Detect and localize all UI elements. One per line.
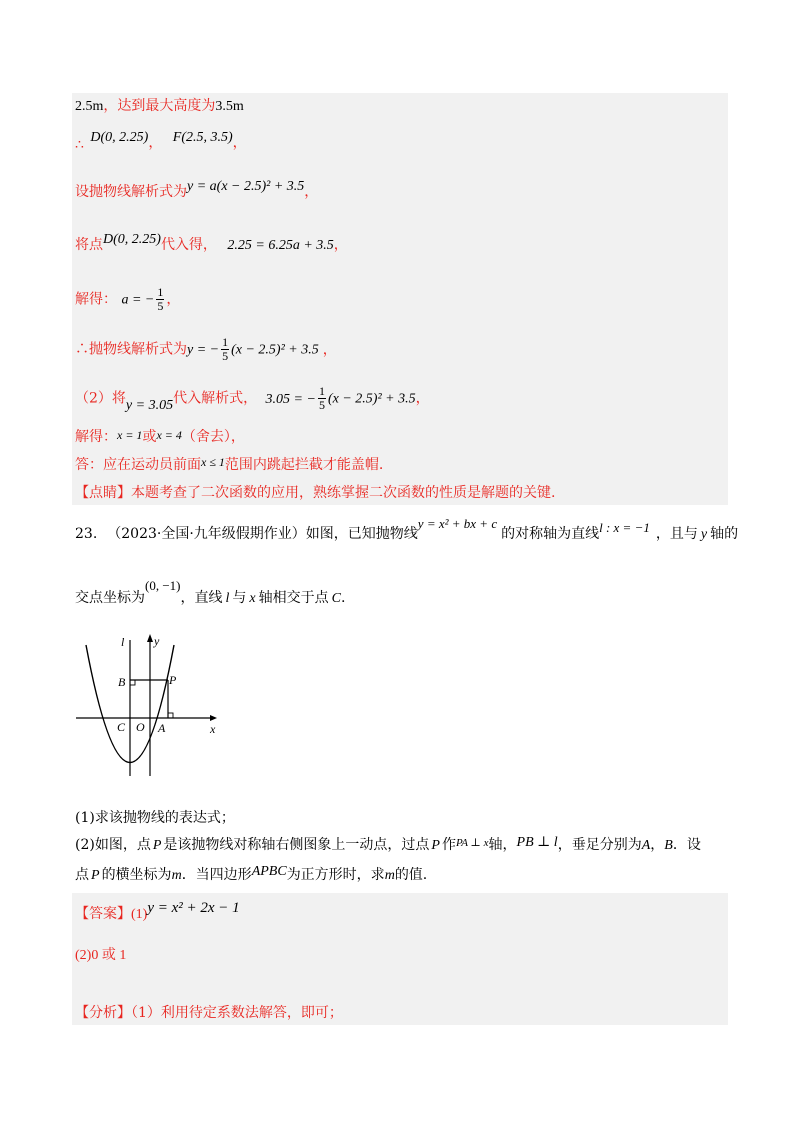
parabola-general-form: y = a(x − 2.5)² + 3.5 <box>187 179 305 194</box>
fraction-numerator: 1 <box>222 335 229 349</box>
axis-line-expression: l : x = −1 <box>599 520 650 535</box>
substitute-text: 代入解析式， <box>173 390 258 407</box>
therefore-symbol: ∴ <box>75 137 84 153</box>
q2-text: (2)如图，点 <box>75 837 151 853</box>
problem-text: ，直线 <box>180 590 223 606</box>
parabola-expression: y = x² + bx + c <box>417 516 498 531</box>
problem-text: 的对称轴为直线 <box>501 526 600 542</box>
C-variable: C <box>331 591 341 606</box>
label-P: P <box>169 673 177 687</box>
quadrilateral-APBC: APBC <box>251 864 287 879</box>
solution-line-10 <box>75 484 555 502</box>
line-end: ， <box>322 341 337 358</box>
x-solution-2: x = 4 <box>156 428 182 442</box>
problem-line-2 <box>75 578 346 608</box>
solution-line-7 <box>75 385 430 412</box>
answer-2: (2)0 或 1 <box>75 948 127 963</box>
analysis-tag: 【分析】 <box>75 1005 131 1021</box>
x-axis-arrow <box>210 715 217 721</box>
substitution-equation: 2.25 = 6.25a + 3.5 <box>227 238 334 253</box>
q2-text: ．当四边形 <box>181 867 252 883</box>
line-end: ， <box>304 184 319 200</box>
equation-lhs: 3.05 = − <box>265 391 316 407</box>
q2-text: 点 <box>75 867 89 883</box>
q2-text: ， <box>650 837 665 853</box>
line-end: ， <box>232 135 247 151</box>
fraction-denominator: 5 <box>157 299 164 313</box>
problem-text: 轴相交于点 <box>258 590 329 606</box>
var-m: m <box>171 868 182 883</box>
part-2-text: （2）将 <box>75 390 126 407</box>
label-A: A <box>158 721 166 735</box>
var-A: A <box>641 838 651 853</box>
var-P: P <box>152 838 162 853</box>
PA-perp-x: PA ⊥ x <box>455 837 489 849</box>
problem-source-text: （2023·全国·九年级假期作业）如图，已知抛物线 <box>107 526 418 542</box>
question-1 <box>75 809 235 827</box>
line-end: ， <box>415 390 430 407</box>
answer-line-2 <box>75 946 126 965</box>
discard-text: （舍去）， <box>181 429 245 445</box>
max-height-text: ，达到最大高度为 <box>103 98 216 114</box>
label-B: B <box>118 675 126 689</box>
solution-line-1 <box>75 97 244 116</box>
comment-text: 本题考查了二次函数的应用，熟练掌握二次函数的性质是解题的关键. <box>131 485 556 501</box>
max-height-value: 3.5m <box>215 99 244 114</box>
fraction-denominator: 5 <box>318 398 325 412</box>
answer-line-1 <box>75 900 240 924</box>
var-P: P <box>91 868 100 883</box>
label-y: y <box>154 634 160 648</box>
label-x: x <box>210 722 216 736</box>
fraction-denominator: 5 <box>222 349 229 363</box>
q2-text: ，垂足分别为 <box>557 837 642 853</box>
label-O: O <box>136 720 145 734</box>
fraction-one-fifth <box>221 336 229 363</box>
solve-text: 解得： <box>75 291 117 308</box>
x-solution-1: x = 1 <box>117 428 143 442</box>
equation-rhs: (x − 2.5)² + 3.5 <box>327 391 416 407</box>
parabola-result-text: ∴抛物线解析式为 <box>75 341 187 358</box>
right-angle-A <box>168 713 173 718</box>
solution-line-6 <box>75 336 337 363</box>
answer-1-formula: y = x² + 2x − 1 <box>147 900 240 916</box>
y-variable: y <box>700 527 708 542</box>
label-C: C <box>117 720 126 734</box>
y-value: y = 3.05 <box>125 397 174 413</box>
var-P: P <box>431 838 440 853</box>
question-2-line-1 <box>75 836 701 855</box>
answer-1-prefix: (1) <box>131 907 148 922</box>
solution-line-8 <box>75 428 245 446</box>
fraction-one-fifth <box>156 286 164 313</box>
answer-text-end: 范围内跳起拦截才能盖帽. <box>224 457 384 473</box>
fraction-one-fifth <box>318 385 326 412</box>
q2-text: 是该抛物线对称轴右侧图象上一动点，过点 <box>163 837 430 853</box>
analysis-text: （1）利用待定系数法解答，即可； <box>131 1005 343 1021</box>
separator: ， <box>148 135 163 151</box>
y-axis-arrow <box>147 634 153 642</box>
var-B: B <box>664 838 673 853</box>
solution-line-3 <box>75 179 319 202</box>
question-2-line-2 <box>75 866 427 885</box>
q2-text: 的值. <box>394 867 428 883</box>
fraction-numerator: 1 <box>318 384 325 398</box>
solution-line-9 <box>75 456 383 474</box>
substitute-text: 将点 <box>75 237 103 253</box>
problem-number: 23. <box>75 526 98 542</box>
q2-text: 作 <box>441 837 456 853</box>
q2-text: 为正方形时，求 <box>286 867 385 883</box>
solution-line-2 <box>75 128 247 153</box>
set-parabola-text: 设抛物线解析式为 <box>75 184 187 200</box>
or-text: 或 <box>142 429 157 445</box>
analysis-line <box>75 1004 343 1022</box>
answer-text: 答：应在运动员前面 <box>75 457 201 473</box>
problem-line-1 <box>75 516 739 544</box>
line-end: ， <box>166 291 181 308</box>
substitute-result-text: 代入得， <box>160 237 217 253</box>
solution-line-4 <box>75 232 348 255</box>
question-1-text: (1)求该抛物线的表达式； <box>75 810 235 826</box>
l-variable: l <box>225 591 230 606</box>
parabola-figure <box>72 630 232 780</box>
parabola-lhs: y = − <box>187 342 220 358</box>
comment-tag: 【点睛】 <box>75 485 131 501</box>
point-D: D(0, 2.25) <box>90 130 149 145</box>
parabola-rhs: (x − 2.5)² + 3.5 <box>231 342 319 358</box>
problem-text: 与 <box>232 590 247 606</box>
y-intercept: (0, −1) <box>145 578 181 593</box>
distance-value: 2.5m <box>75 99 104 114</box>
a-value-lhs: a = − <box>121 292 155 308</box>
problem-text: . <box>340 590 346 606</box>
point-D-substitute: D(0, 2.25) <box>103 232 161 247</box>
solution-line-5 <box>75 286 180 313</box>
x-variable: x <box>249 591 256 606</box>
problem-text: 交点坐标为 <box>75 590 145 606</box>
problem-text: 轴的 <box>710 526 739 542</box>
label-l: l <box>121 635 125 649</box>
range-condition: x ≤ 1 <box>201 455 225 469</box>
line-end: ， <box>333 237 348 253</box>
point-F: F(2.5, 3.5) <box>172 130 233 145</box>
solve-text: 解得： <box>75 429 117 445</box>
right-angle-B <box>130 680 135 685</box>
PB-perp-l: PB ⊥ l <box>516 835 558 850</box>
fraction-numerator: 1 <box>157 285 164 299</box>
var-m: m <box>384 868 395 883</box>
problem-text: ，且与 <box>655 526 698 542</box>
q2-text: 轴， <box>488 837 517 853</box>
answer-tag: 【答案】 <box>75 906 131 922</box>
q2-text: 的横坐标为 <box>101 867 172 883</box>
q2-text: ．设 <box>672 837 701 853</box>
